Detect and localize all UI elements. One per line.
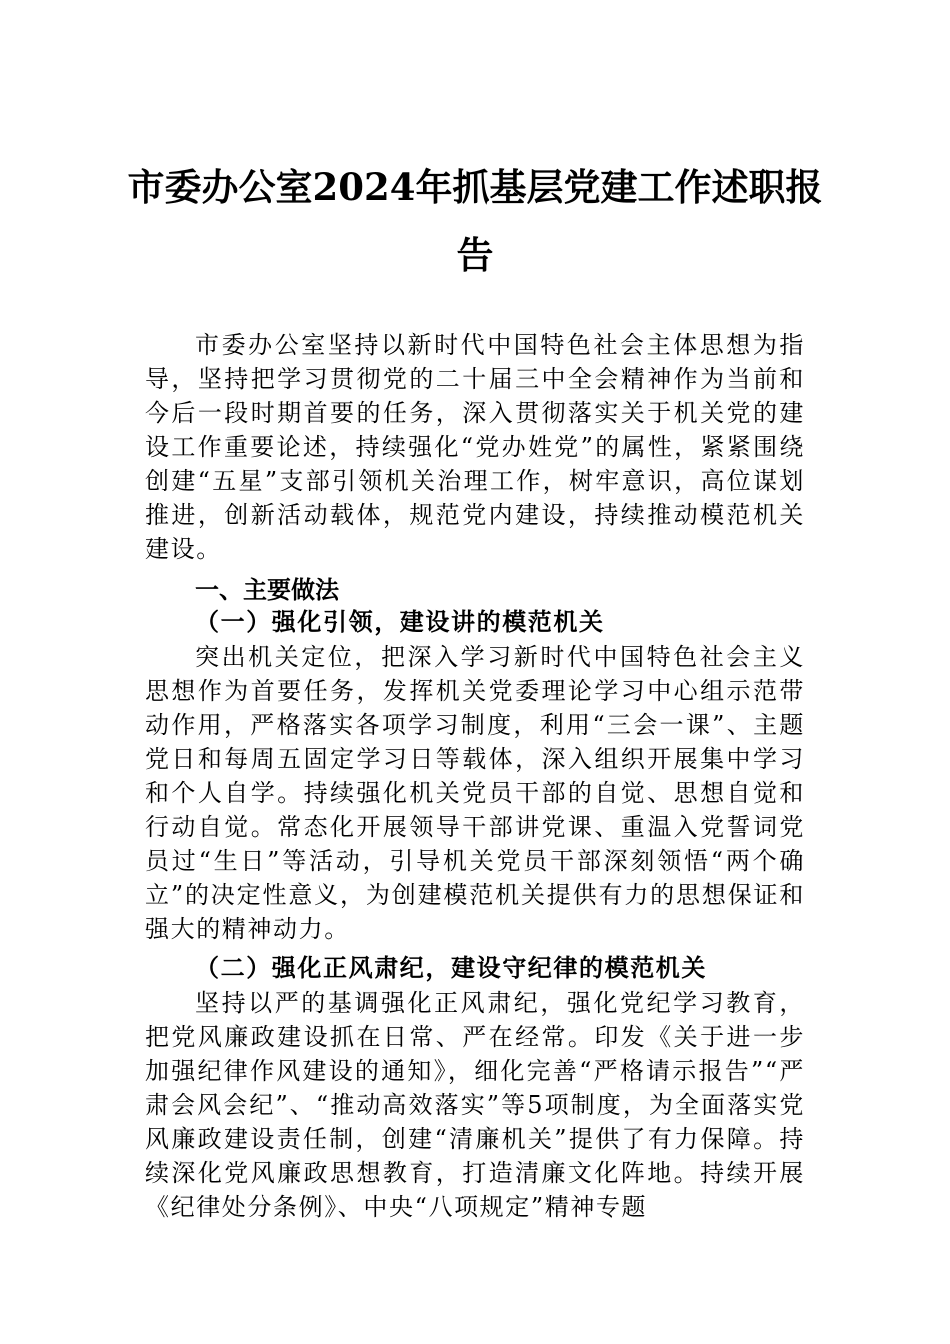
intro-paragraph: 市委办公室坚持以新时代中国特色社会主体思想为指导，坚持把学习贯彻党的二十届三中全会精神作为当前和今后一段时期首要的任务，深入贯彻落实关于机关党的建设工作重要论述，持续强化“党办姓党”的属性，紧紧围绕创建“五星”支部引领机关治理工作，树牢意识，高位谋划推进，创新活动载体，规范党内建设，持续推动模范机关建设。 <box>145 331 805 563</box>
section-heading-main-practices: 一、主要做法 <box>195 576 339 604</box>
subsection-heading-2: （二）强化正风肃纪，建设守纪律的模范机关 <box>195 953 707 982</box>
subsection-heading-1: （一）强化引领，建设讲的模范机关 <box>195 607 605 636</box>
subsection-paragraph-2: 坚持以严的基调强化正风肃纪，强化党纪学习教育，把党风廉政建设抓在日常、严在经常。印发《关于进一步加强纪律作风建设的通知》，细化完善“严格请示报告”“严肃会风会纪”、“推动高效落实”等5项制度，为全面落实党风廉政建设责任制，创建“清廉机关”提供了有力保障。持续深化党风廉政思想教育，打造清廉文化阵地。持续开展《纪律处分条例》、中央“八项规定”精神专题 <box>145 989 805 1221</box>
document-title-line1: 市委办公室2024年抓基层党建工作述职报 <box>127 165 823 209</box>
subsection-paragraph-1: 突出机关定位，把深入学习新时代中国特色社会主义思想作为首要任务，发挥机关党委理论学习中心组示范带动作用，严格落实各项学习制度，利用“三会一课”、主题党日和每周五固定学习日等载体，深入组织开展集中学习和个人自学。持续强化机关党员干部的自觉、思想自觉和行动自觉。常态化开展领导干部讲党课、重温入党誓词党员过“生日”等活动，引导机关党员干部深刻领悟“两个确立”的决定性意义，为创建模范机关提供有力的思想保证和强大的精神动力。 <box>145 643 805 943</box>
document-title-line2: 告 <box>456 233 494 277</box>
